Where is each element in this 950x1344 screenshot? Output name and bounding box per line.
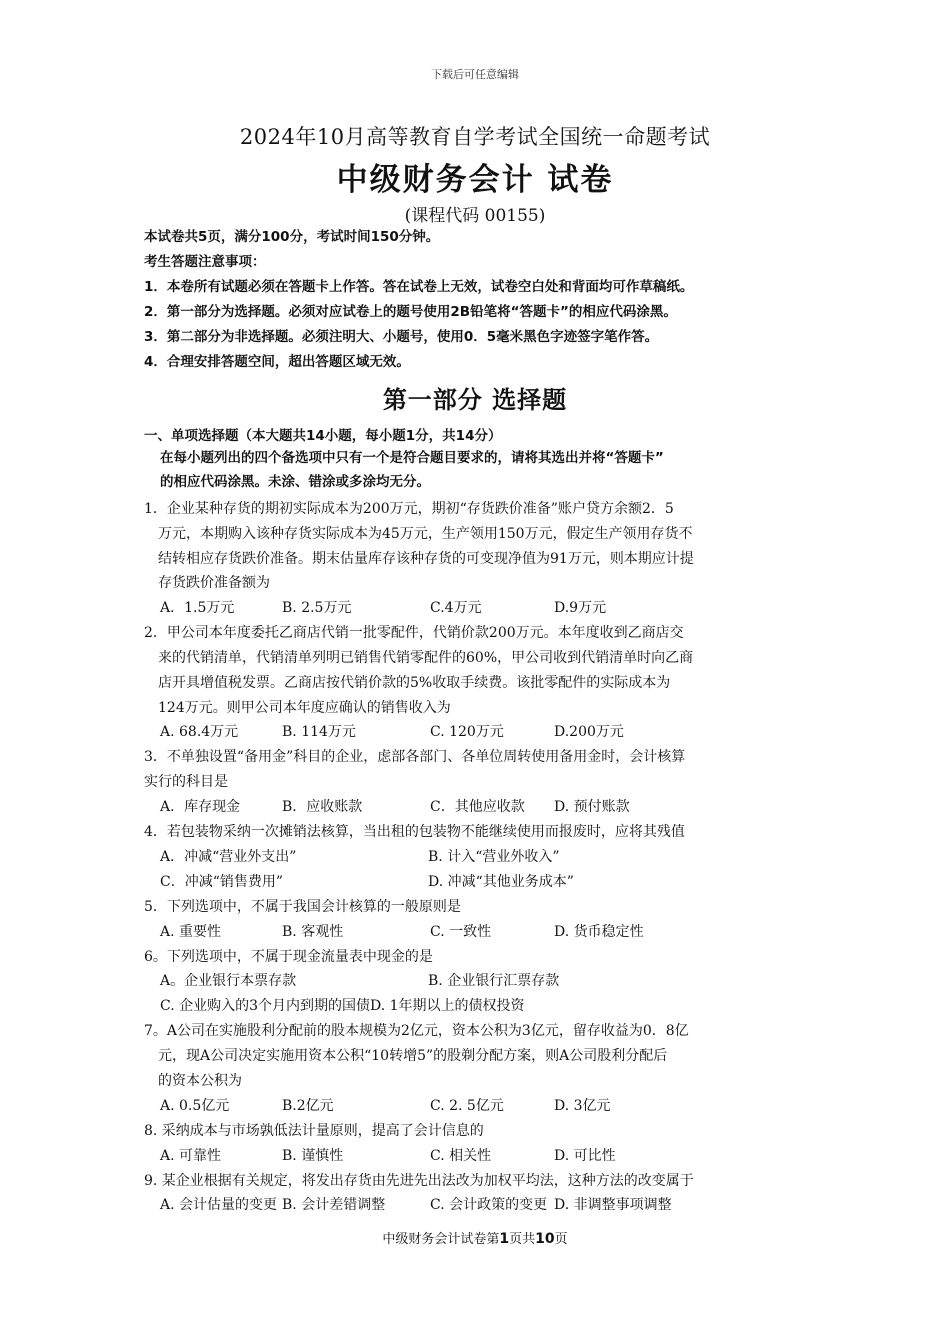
question xyxy=(144,1169,816,1219)
option-row xyxy=(144,845,816,870)
option: C.4万元 xyxy=(430,600,482,617)
question-stem-line: 存货跌价准备额为 xyxy=(144,575,270,592)
question-stem-line: 的资本公积为 xyxy=(144,1072,242,1089)
instruction-line: 本试卷共5页，满分100分，考试时间150分钟。 xyxy=(144,229,440,245)
option-row xyxy=(144,1144,816,1169)
question-stem-line: 3．不单独设置“备用金”科目的企业，虑部各部门、各单位周转使用备用金时，会计核算 xyxy=(144,749,686,766)
option-row xyxy=(144,1193,816,1218)
option: D.9万元 xyxy=(554,600,607,617)
page-footer xyxy=(0,1228,950,1247)
option: B. 企业银行汇票存款 xyxy=(428,973,560,990)
option: A. 可靠性 xyxy=(160,1147,222,1164)
option: B. 2.5万元 xyxy=(282,600,352,617)
option: D. 冲减“其他业务成本” xyxy=(428,873,574,890)
exam-title: 2024年10月高等教育自学考试全国统一命题考试 xyxy=(239,125,711,149)
question-stem-line: 店开具增值税发票。乙商店按代销价款的5%收取手续费。该批零配件的实际成本为 xyxy=(144,674,671,691)
option-row xyxy=(144,870,816,895)
question-stem-line: 8. 采纳成本与市场孰低法计量原则，提高了会计信息的 xyxy=(144,1122,484,1139)
question-stem-line: 9. 某企业根据有关规定，将发出存货由先进先出法改为加权平均法，这种方法的改变属于 xyxy=(144,1172,694,1189)
option: D. 货币稳定性 xyxy=(554,923,644,940)
option: D. 非调整事项调整 xyxy=(554,1197,672,1214)
question-stem-line: 7。A公司在实施股利分配前的股本规模为2亿元，资本公积为3亿元，留存收益为0．8亿 xyxy=(144,1023,689,1040)
instruction-line: 考生答题注意事项： xyxy=(144,254,266,270)
option: D. 3亿元 xyxy=(554,1097,611,1114)
option: C．其他应收款 xyxy=(430,798,525,815)
option: A. 重要性 xyxy=(160,923,222,940)
main-title: 中级财务会计 试卷 xyxy=(336,162,614,198)
option: B. 114万元 xyxy=(282,724,356,741)
option: C. 会计政策的变更 xyxy=(430,1197,548,1214)
option: C. 120万元 xyxy=(430,724,504,741)
option: B. 谨慎性 xyxy=(282,1147,344,1164)
option: D. 预付账款 xyxy=(554,798,630,815)
option: A。企业银行本票存款 xyxy=(160,973,297,990)
option-row xyxy=(144,994,816,1019)
question xyxy=(144,945,816,1020)
footer-total-pages: 10 xyxy=(535,1231,555,1247)
option: A．1.5万元 xyxy=(160,600,235,617)
option: A．冲减“营业外支出” xyxy=(160,848,297,865)
option-row xyxy=(144,720,816,745)
option: C. 企业购入的3个月内到期的国债D. 1年期以上的债权投资 xyxy=(160,998,525,1015)
instruction-line: 2．第一部分为选择题。必须对应试卷上的题号使用2B铅笔将“答题卡”的相应代码涂黑。 xyxy=(144,304,677,320)
part-title: 第一部分 选择题 xyxy=(382,386,568,414)
option: B．应收账款 xyxy=(282,798,363,815)
question xyxy=(144,497,816,621)
question-stem-line: 2．甲公司本年度委托乙商店代销一批零配件，代销价款200万元。本年度收到乙商店交 xyxy=(144,625,684,642)
question-list xyxy=(144,497,816,1218)
option-row xyxy=(144,596,816,621)
section-heading: 一、单项选择题（本大题共14小题，每小题1分，共14分） xyxy=(144,428,502,444)
section-rule: 的相应代码涂黑。未涂、错涂或多涂均无分。 xyxy=(160,474,430,490)
option: B.2亿元 xyxy=(282,1097,334,1114)
option-row xyxy=(144,1094,816,1119)
option: B. 计入“营业外收入” xyxy=(428,848,560,865)
option: C. 相关性 xyxy=(430,1147,492,1164)
question-stem-line: 元，现A公司决定实施用资本公积“10转增5”的股剃分配方案，则A公司股利分配后 xyxy=(144,1048,668,1065)
section-rule: 在每小题列出的四个备选项中只有一个是符合题目要求的，请将其选出并将“答题卡” xyxy=(160,450,664,466)
footer-suffix: 页 xyxy=(554,1232,568,1247)
section-header xyxy=(144,426,824,496)
question-stem-line: 万元，本期购入该种存货实际成本为45万元，生产领用150万元，假定生产领用存货不 xyxy=(144,525,693,542)
option-row xyxy=(144,920,816,945)
footer-prefix: 中级财务会计试卷第 xyxy=(382,1232,500,1247)
question xyxy=(144,895,816,945)
option: A. 会计估量的变更 xyxy=(160,1197,278,1214)
question xyxy=(144,1019,816,1118)
header-note: 下载后可任意编辑 xyxy=(431,68,519,81)
option: A．库存现金 xyxy=(160,798,241,815)
option: A. 0.5亿元 xyxy=(160,1097,230,1114)
option: A. 68.4万元 xyxy=(160,724,239,741)
option: C. 2. 5亿元 xyxy=(430,1097,504,1114)
question-stem-line: 4．若包装物采纳一次摊销法核算，当出租的包装物不能继续使用而报废时，应将其残值 xyxy=(144,823,685,840)
option-row xyxy=(144,795,816,820)
instruction-line: 1．本卷所有试题必须在答题卡上作答。答在试卷上无效，试卷空白处和背面均可作草稿纸。 xyxy=(144,279,694,295)
question-stem-line: 5．下列选项中，不属于我国会计核算的一般原则是 xyxy=(144,898,461,915)
question-stem-line: 来的代销清单，代销清单列明已销售代销零配件的60%，甲公司收到代销清单时向乙商 xyxy=(144,649,694,666)
footer-page-number: 1 xyxy=(499,1231,510,1247)
question-stem-line: 1．企业某种存货的期初实际成本为200万元，期初“存货跌价准备”账户贷方余额2．5 xyxy=(144,501,674,517)
option: D.200万元 xyxy=(554,724,624,741)
option-row xyxy=(144,969,816,994)
option: D. 可比性 xyxy=(554,1147,616,1164)
option: B. 会计差错调整 xyxy=(282,1197,386,1214)
question xyxy=(144,820,816,895)
question xyxy=(144,621,816,745)
instructions xyxy=(144,227,844,377)
question-stem-line: 124万元。则甲公司本年度应确认的销售收入为 xyxy=(144,699,451,716)
question-stem-line: 6。下列选项中，不属于现金流量表中现金的是 xyxy=(144,948,433,965)
instruction-line: 4．合理安排答题空间，超出答题区域无效。 xyxy=(144,354,410,370)
instruction-line: 3．第二部分为非选择题。必须注明大、小题号，使用0．5毫米黑色字迹签字笔作答。 xyxy=(144,329,659,345)
question-stem-line: 结转相应存货跌价准备。期末估量库存该种存货的可变现净值为91万元，则本期应计提 xyxy=(144,550,694,567)
question xyxy=(144,1119,816,1169)
option: B. 客观性 xyxy=(282,923,344,940)
question xyxy=(144,745,816,820)
option: C. 一致性 xyxy=(430,923,492,940)
option: C．冲减“销售费用” xyxy=(160,873,284,890)
question-stem-line: 实行的科目是 xyxy=(144,774,228,791)
footer-middle: 页共 xyxy=(509,1232,536,1247)
course-code: (课程代码 00155) xyxy=(404,206,546,226)
